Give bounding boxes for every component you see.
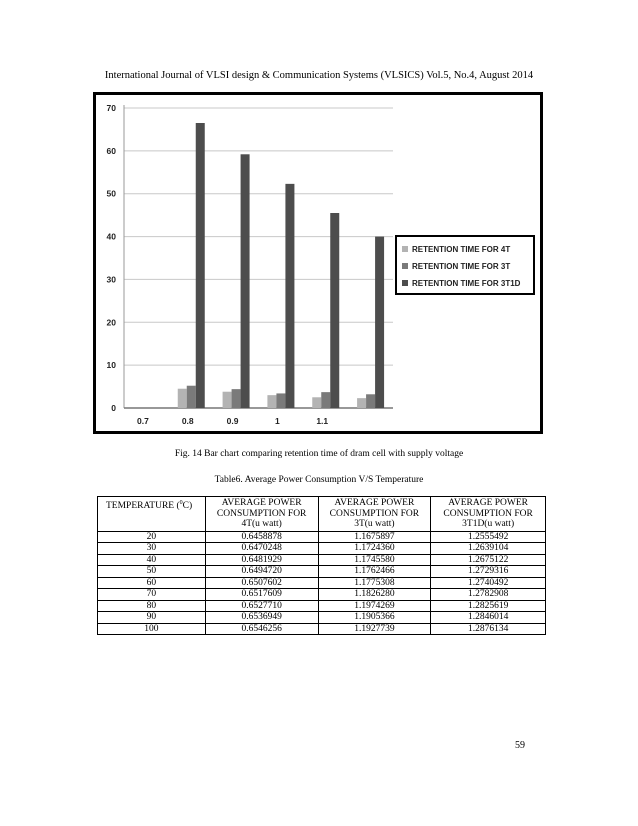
table-cell: 0.6527710	[205, 600, 318, 612]
table-row	[98, 531, 546, 543]
y-tick-label: 60	[106, 145, 116, 156]
chart-svg	[96, 95, 540, 431]
table-cell: 1.2729316	[431, 566, 546, 578]
table-cell: 1.2555492	[431, 531, 546, 543]
table-cell: 1.1762466	[318, 566, 431, 578]
header-3t-power: AVERAGE POWER CONSUMPTION FOR 3T(u watt)	[318, 497, 431, 532]
bar	[241, 154, 250, 408]
x-tick-label: 1	[275, 416, 280, 426]
bar	[321, 392, 330, 408]
table-cell: 1.1675897	[318, 531, 431, 543]
table-cell: 1.2846014	[431, 612, 546, 624]
table-cell: 70	[98, 589, 206, 601]
table-row	[98, 623, 546, 635]
table-row	[98, 600, 546, 612]
journal-header: International Journal of VLSI design & Communication Systems (VLSICS) Vol.5, No.4, August 2014	[104, 70, 534, 81]
table-cell: 40	[98, 554, 206, 566]
table-cell: 0.6517609	[205, 589, 318, 601]
legend-label: RETENTION TIME FOR 3T	[412, 262, 511, 271]
bar	[312, 397, 321, 408]
table-cell: 80	[98, 600, 206, 612]
table-cell: 1.2825619	[431, 600, 546, 612]
legend-label: RETENTION TIME FOR 3T1D	[412, 279, 521, 288]
table-cell: 1.1905366	[318, 612, 431, 624]
table-title: Table6. Average Power Consumption V/S Temperature	[214, 475, 424, 485]
legend-label: RETENTION TIME FOR 4T	[412, 245, 511, 254]
table-cell: 0.6481929	[205, 554, 318, 566]
table-row	[98, 543, 546, 555]
table-cell: 1.2782908	[431, 589, 546, 601]
bar	[187, 386, 196, 408]
legend-swatch	[402, 280, 408, 286]
bar	[330, 213, 339, 408]
header-temperature: TEMPERATURE ($^0$C)	[98, 497, 206, 532]
table-cell: 1.2675122	[431, 554, 546, 566]
x-tick-label: 1.1	[316, 416, 329, 426]
y-tick-label: 50	[106, 188, 116, 199]
table-cell: 30	[98, 543, 206, 555]
table-cell: 0.6470248	[205, 543, 318, 555]
bar	[357, 398, 366, 408]
bar	[267, 395, 276, 408]
table-row	[98, 566, 546, 578]
table-cell: 50	[98, 566, 206, 578]
table-cell: 0.6507602	[205, 577, 318, 589]
bar	[232, 389, 241, 408]
table-cell: 100	[98, 623, 206, 635]
table-cell: 1.1826280	[318, 589, 431, 601]
page-number: 59	[515, 740, 525, 751]
bar	[375, 237, 384, 408]
bar	[178, 389, 187, 408]
table-cell: 1.1745580	[318, 554, 431, 566]
table-cell: 1.1927739	[318, 623, 431, 635]
table-cell: 90	[98, 612, 206, 624]
legend-swatch	[402, 263, 408, 269]
bar	[366, 394, 375, 408]
y-tick-label: 70	[106, 103, 116, 113]
table-cell: 60	[98, 577, 206, 589]
table-cell: 20	[98, 531, 206, 543]
y-tick-label: 10	[106, 360, 116, 371]
x-tick-label: 0.7	[136, 416, 149, 426]
table-cell: 1.2639104	[431, 543, 546, 555]
bar	[285, 184, 294, 408]
legend-swatch	[402, 246, 408, 252]
table-cell: 1.1775308	[318, 577, 431, 589]
table-header-row	[98, 497, 546, 532]
table-cell: 1.1724360	[318, 543, 431, 555]
x-tick-label: 0.8	[181, 416, 194, 426]
x-tick-label: 0.9	[226, 416, 239, 426]
y-tick-label: 40	[106, 231, 116, 242]
table-row	[98, 589, 546, 601]
bar	[223, 392, 232, 408]
y-tick-label: 30	[106, 274, 116, 285]
table-cell: 0.6536949	[205, 612, 318, 624]
table-cell: 1.2876134	[431, 623, 546, 635]
y-tick-label: 0	[111, 403, 116, 413]
bar	[276, 393, 285, 408]
bar	[196, 123, 205, 408]
table-cell: 0.6494720	[205, 566, 318, 578]
table-row	[98, 612, 546, 624]
header-4t-power: AVERAGE POWER CONSUMPTION FOR 4T(u watt)	[205, 497, 318, 532]
retention-time-chart	[93, 92, 543, 434]
table-row	[98, 554, 546, 566]
table-cell: 0.6458878	[205, 531, 318, 543]
figure-caption: Fig. 14 Bar chart comparing retention time of dram cell with supply voltage	[174, 449, 464, 459]
table-cell: 1.1974269	[318, 600, 431, 612]
power-consumption-table	[97, 496, 546, 635]
table-cell: 1.2740492	[431, 577, 546, 589]
table-cell: 0.6546256	[205, 623, 318, 635]
header-3t1d-power: AVERAGE POWER CONSUMPTION FOR 3T1D(u watt)	[431, 497, 546, 532]
table-row	[98, 577, 546, 589]
y-tick-label: 20	[106, 317, 116, 328]
